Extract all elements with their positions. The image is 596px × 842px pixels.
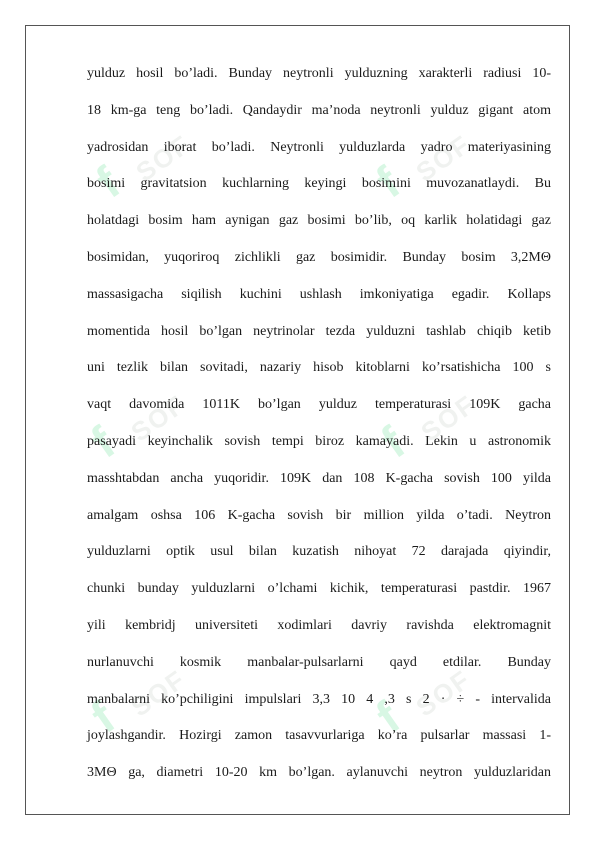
watermark-text: SOF xyxy=(125,388,192,448)
text-line: massasigacha siqilish kuchini ushlash imkoniyatiga egadir. Kollaps xyxy=(87,286,551,302)
watermark-text: SOF xyxy=(130,128,197,188)
watermark-text: SOF xyxy=(415,388,482,448)
text-line: vaqt davomida 1011K bo’lgan yulduz temperaturasi 109K gacha xyxy=(87,397,551,413)
watermark-text: SOF xyxy=(410,663,477,723)
text-line: yili kembridj universiteti xodimlari davriy ravishda elektromagnit xyxy=(87,617,551,633)
text-line: yadrosidan iborat bo’ladi. Neytronli yulduzlarda yadro materiyasining xyxy=(87,139,551,155)
text-line: pasayadi keyinchalik sovish tempi biroz kamayadi. Lekin u astronomik xyxy=(87,433,551,449)
watermark-text: SOF xyxy=(125,663,192,723)
text-line: chunki bunday yulduzlarni o’lchami kichik, temperaturasi pastdir. 1967 xyxy=(87,581,551,597)
watermark-letter: f xyxy=(81,416,124,468)
body-paragraph xyxy=(87,56,551,792)
text-line: momentida hosil bo’lgan neytrinolar tezda yulduzni tashlab chiqib ketib xyxy=(87,323,551,339)
text-line: holatdagi bosim ham aynigan gaz bosimi bo’lib, oq karlik holatidagi gaz xyxy=(87,213,551,229)
watermark-letter: f xyxy=(86,156,129,208)
text-line: bosimi gravitatsion kuchlarning keyingi bosimini muvozanatlaydi. Bu xyxy=(87,176,551,192)
watermark-letter: f xyxy=(371,416,414,468)
text-line: manbalarni ko’pchiligini impulslari 3,3 10 4 ,3 s 2 · ÷ - intervalida xyxy=(87,691,551,707)
text-line: uni tezlik bilan sovitadi, nazariy hisob kitoblarni ko’rsatishicha 100 s xyxy=(87,360,551,376)
watermark-letter: f xyxy=(366,691,409,743)
text-line: amalgam oshsa 106 K-gacha sovish bir million yilda o’tadi. Neytron xyxy=(87,507,551,523)
text-line: yulduzlarni optik usul bilan kuzatish nihoyat 72 darajada qiyindir, xyxy=(87,544,551,560)
text-line: nurlanuvchi kosmik manbalar-pulsarlarni qayd etdilar. Bunday xyxy=(87,654,551,670)
text-line: yulduz hosil bo’ladi. Bunday neytronli yulduzning xarakterli radiusi 10- xyxy=(87,66,551,81)
text-line: joylashgandir. Hozirgi zamon tasavvurlariga ko’ra pulsarlar massasi 1- xyxy=(87,728,551,744)
watermark-letter: f xyxy=(366,156,409,208)
watermark-letter: f xyxy=(81,691,124,743)
watermark-text: SOF xyxy=(410,128,477,188)
text-line: 3MΘ ga, diametri 10-20 km bo’lgan. aylanuvchi neytron yulduzlaridan xyxy=(87,765,551,781)
text-line: bosimidan, yuqoriroq zichlikli gaz bosimidir. Bunday bosim 3,2MΘ xyxy=(87,249,551,265)
text-line: masshtabdan ancha yuqoridir. 109K dan 108 K-gacha sovish 100 yilda xyxy=(87,470,551,486)
text-line: 18 km-ga teng bo’ladi. Qandaydir ma’noda neytronli yulduz gigant atom xyxy=(87,102,551,118)
